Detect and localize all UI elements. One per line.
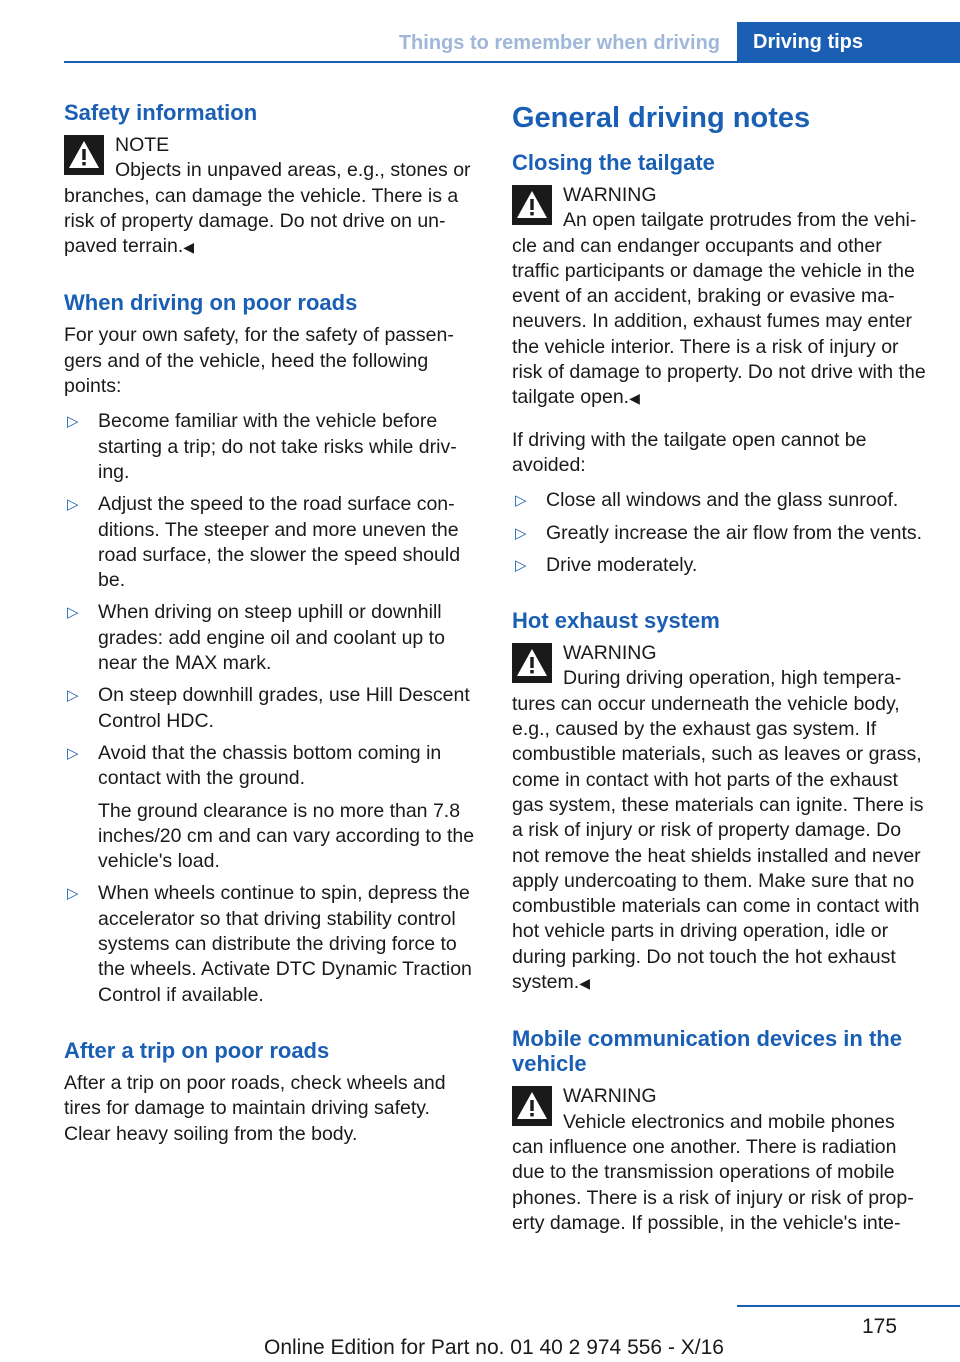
list-item-text: Greatly increase the air flow from the vents. bbox=[546, 521, 923, 544]
page-header bbox=[0, 0, 960, 64]
warning-label: WARNING bbox=[563, 184, 657, 206]
warning-text: An open tailgate protrudes from the vehicle and can endanger occupants and other traffic participants or damage the vehicle in the event of an accident, braking or evasive maneuvers. In addition, exhaust fumes may enter the vehicle interior. There is a risk of injury or risk of damage to property. Do not drive with the tailgate open. bbox=[512, 209, 926, 409]
note-notice bbox=[64, 133, 480, 260]
warning-text: During driving operation, high temperatures can occur underneath the vehicle body, e.g., caused by the exhaust gas system. If combustible materials, such as leaves or grass, come in contact with hot parts of the exhaust gas system, these materials can ignite. There is a risk of injury or risk of property damage. Do not remove the heat shields installed and never apply undercoating to them. Make sure that no combustible materials can come in contact with hot vehicle parts in driving operation, idle or during parking. Do not touch the hot exhaust system. bbox=[512, 667, 924, 994]
warning-label: WARNING bbox=[563, 642, 657, 665]
list-item bbox=[64, 741, 480, 874]
list-item bbox=[64, 600, 480, 676]
bullet-triangle-icon: ▷ bbox=[67, 687, 79, 705]
list-item bbox=[512, 553, 930, 578]
bullet-triangle-icon: ▷ bbox=[67, 413, 79, 431]
warning-triangle-icon bbox=[512, 1086, 552, 1126]
poor-roads-intro: For your own safety, for the safety of passengers and of the vehicle, heed the following points: bbox=[64, 324, 454, 398]
after-trip-text: After a trip on poor roads, check wheels and tires for damage to maintain driving safety. Clear heavy soiling from the body. bbox=[64, 1071, 446, 1145]
warning-triangle-icon bbox=[64, 135, 104, 175]
list-item bbox=[64, 881, 480, 1007]
end-mark: ◀ bbox=[579, 975, 590, 992]
tailgate-intro: If driving with the tailgate open cannot be avoided: bbox=[512, 428, 867, 476]
bullet-triangle-icon: ▷ bbox=[515, 524, 527, 542]
mobile-heading: Mobile communication devices in the vehicle bbox=[512, 1026, 902, 1077]
left-column bbox=[64, 100, 480, 1147]
exhaust-heading: Hot exhaust system bbox=[512, 608, 720, 634]
exhaust-warning bbox=[512, 641, 930, 996]
section-title: General driving notes bbox=[512, 102, 811, 134]
footer-divider bbox=[737, 1305, 960, 1307]
bullet-triangle-icon: ▷ bbox=[67, 496, 79, 514]
warning-triangle-icon bbox=[512, 185, 552, 225]
warning-text: Vehicle electronics and mobile phones can influence one another. There is radiation due to the transmission operations of mobile phones. There is a risk of injury or risk of property damage. If possible, in the vehicle's inte- bbox=[512, 1110, 914, 1234]
breadcrumb: Things to remember when driving bbox=[398, 32, 720, 54]
poor-roads-heading: When driving on poor roads bbox=[64, 290, 358, 316]
end-mark: ◀ bbox=[183, 239, 195, 256]
list-item-text: When wheels continue to spin, depress the accelerator so that driving stability control systems can distribute the driving force to the wheels. Activate DTC Dynamic Traction Control if available. bbox=[98, 882, 472, 1006]
after-trip-heading: After a trip on poor roads bbox=[64, 1037, 330, 1063]
safety-heading: Safety information bbox=[64, 100, 258, 125]
list-item-text: Become familiar with the vehicle before starting a trip; do not take risks while driving. bbox=[98, 410, 457, 483]
notice-text: Objects in unpaved areas, e.g., stones or branches, can damage the vehicle. There is a risk of property damage. Do not drive on unpaved terrain. bbox=[64, 159, 471, 258]
header-divider bbox=[64, 61, 960, 63]
tailgate-list bbox=[512, 488, 930, 578]
notice-label: NOTE bbox=[115, 134, 170, 156]
edition-footer: Online Edition for Part no. 01 40 2 974 556 - X/16 bbox=[264, 1336, 724, 1359]
end-mark: ◀ bbox=[629, 390, 640, 407]
list-item-text: Avoid that the chassis bottom coming in contact with the ground. bbox=[98, 741, 442, 790]
list-item bbox=[64, 492, 480, 593]
tailgate-heading: Closing the tailgate bbox=[512, 150, 715, 175]
right-column bbox=[512, 100, 930, 1236]
bullet-triangle-icon: ▷ bbox=[515, 492, 527, 510]
list-item-text: Adjust the speed to the road surface conditions. The steeper and more uneven the road surface, the slower the speed should be. bbox=[98, 493, 461, 592]
page-number: 175 bbox=[862, 1315, 898, 1338]
list-item bbox=[512, 488, 930, 513]
bullet-triangle-icon: ▷ bbox=[67, 885, 79, 903]
list-item bbox=[64, 409, 480, 485]
list-item-text: On steep downhill grades, use Hill Descent Control HDC. bbox=[98, 684, 470, 732]
warning-label: WARNING bbox=[563, 1085, 657, 1108]
list-item-text: Close all windows and the glass sunroof. bbox=[546, 489, 899, 512]
mobile-warning bbox=[512, 1084, 930, 1236]
chapter-tab: Driving tips bbox=[737, 22, 960, 62]
bullet-triangle-icon: ▷ bbox=[67, 744, 79, 762]
tailgate-warning bbox=[512, 183, 930, 412]
list-item-text: Drive moderately. bbox=[546, 553, 698, 576]
bullet-triangle-icon: ▷ bbox=[515, 556, 527, 574]
ground-clearance-note: The ground clearance is no more than 7.8 inches/20 cm and can vary according to the vehicle's load. bbox=[98, 799, 475, 873]
list-item-text: When driving on steep uphill or downhill grades: add engine oil and coolant up to near the MAX mark. bbox=[98, 601, 445, 675]
list-item bbox=[64, 683, 480, 734]
warning-triangle-icon bbox=[512, 643, 552, 683]
bullet-triangle-icon: ▷ bbox=[67, 604, 79, 622]
poor-roads-list bbox=[64, 409, 480, 1008]
list-item bbox=[512, 521, 930, 546]
